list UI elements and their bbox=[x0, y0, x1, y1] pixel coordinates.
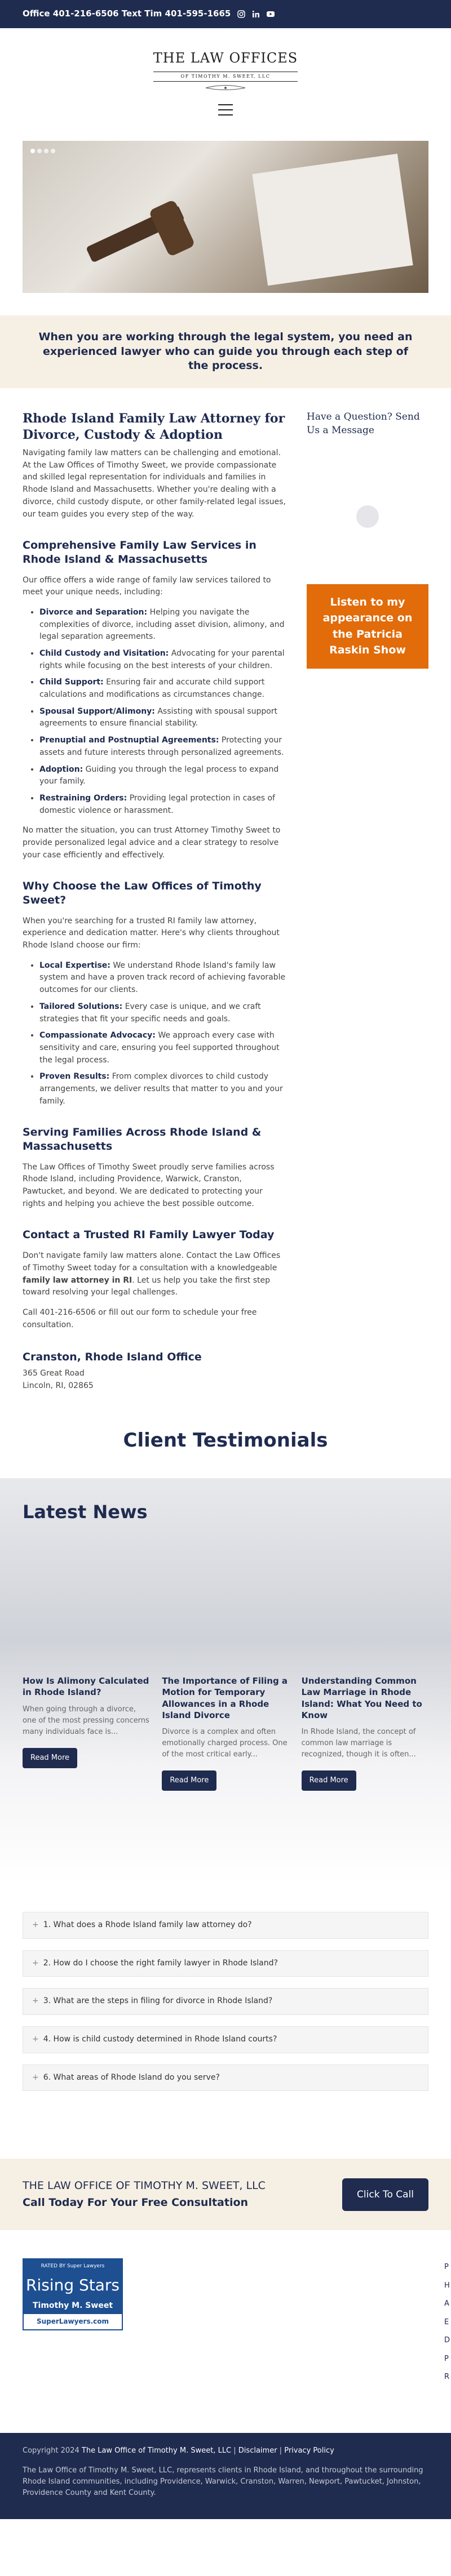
plus-icon: + bbox=[32, 2035, 39, 2044]
list-item: • Prenuptial and Postnuptial Agreements: Protecting your assets and future interests through personalized agreements. bbox=[39, 735, 286, 759]
why-heading: Why Choose the Law Offices of Timothy Sweet? bbox=[23, 880, 262, 907]
serving-text: The Law Offices of Timothy Sweet proudly serve families across Rhode Island, including Providence, Warwick, Cranston, Pawtucket, and beyond. We are dedicated to protecting your rights and helping you achieve the best possible outcome. bbox=[23, 1162, 275, 1208]
disclaimer-link[interactable]: Disclaimer bbox=[238, 2446, 277, 2455]
news-card bbox=[162, 1675, 289, 1791]
radio-show-button[interactable]: Listen to my appearance on the Patricia Raskin Show bbox=[307, 584, 428, 669]
news-card-excerpt: In Rhode Island, the concept of common law marriage is recognized, though it is often... bbox=[301, 1728, 416, 1759]
slider-dots[interactable] bbox=[30, 149, 55, 153]
faq-accordion bbox=[0, 1884, 451, 2125]
top-bar bbox=[0, 0, 451, 28]
news-card-title[interactable]: Understanding Common Law Marriage in Rhode Island: What You Need to Know bbox=[301, 1676, 422, 1720]
logo-title: THE LAW OFFICES bbox=[153, 50, 298, 66]
services-list bbox=[39, 607, 286, 817]
contact-form-title: Have a Question? Send Us a Message bbox=[307, 411, 420, 436]
faq-item[interactable]: + 4. How is child custody determined in Rhode Island courts? bbox=[23, 2026, 428, 2053]
logo-subtitle: OF TIMOTHY M. SWEET, LLC bbox=[153, 72, 298, 82]
footer bbox=[0, 2230, 451, 2433]
news-card-title[interactable]: How Is Alimony Calculated in Rhode Island? bbox=[23, 1676, 149, 1698]
page-title: Rhode Island Family Law Attorney for Divorce, Custody & Adoption bbox=[23, 411, 285, 442]
article-intro: Navigating family law matters can be challenging and emotional. At the Law Offices of Timothy Sweet, we provide compassionate and skilled legal representation for individuals and families in Rhode Island and Massachusetts. Whether you're dealing with a divorce, child custody dispute, or other family-related legal issues, our team guides you every step of the way. bbox=[23, 448, 286, 519]
faq-item[interactable]: + 3. What are the steps in filing for divorce in Rhode Island? bbox=[23, 1988, 428, 2015]
privacy-link[interactable]: Privacy Policy bbox=[284, 2446, 334, 2455]
plus-icon: + bbox=[32, 1958, 39, 1968]
firm-link[interactable]: The Law Office of Timothy M. Sweet, LLC bbox=[81, 2446, 232, 2455]
sidebar bbox=[307, 411, 428, 1392]
faq-item[interactable]: + 6. What areas of Rhode Island do you serve? bbox=[23, 2065, 428, 2092]
plus-icon: + bbox=[32, 1920, 39, 1930]
news-card-title[interactable]: The Importance of Filing a Motion for Temporary Allowances in a Rhode Island Divorce bbox=[162, 1676, 288, 1720]
copyright-line: Copyright 2024 The Law Office of Timothy M. Sweet, LLC | Disclaimer | Privacy Policy bbox=[23, 2446, 334, 2455]
slide-document-image bbox=[252, 154, 413, 286]
social-links bbox=[236, 9, 276, 19]
office-address: 365 Great Road Lincoln, RI, 02865 bbox=[23, 1368, 94, 1390]
cta-tagline: Call Today For Your Free Consultation bbox=[23, 2196, 249, 2209]
read-more-button[interactable]: Read More bbox=[23, 1748, 77, 1768]
firm-name: THE LAW OFFICE OF TIMOTHY M. SWEET, LLC bbox=[23, 2179, 266, 2192]
service-area-text: The Law Office of Timothy M. Sweet, LLC, represents clients in Rhode Island, and throughout the surrounding Rhode Island communities, including Providence, Warwick, Cranston, Warren, Newport, Pawtucket, Johnston, Providence County and Kent County. bbox=[23, 2466, 423, 2497]
faq-item[interactable]: + 1. What does a Rhode Island family law attorney do? bbox=[23, 1912, 428, 1939]
latest-news-section bbox=[0, 1478, 451, 1884]
site-logo[interactable] bbox=[153, 48, 298, 96]
news-card-excerpt: When going through a divorce, one of the most pressing concerns many individuals face is... bbox=[23, 1705, 149, 1736]
news-cards bbox=[23, 1675, 428, 1791]
family-law-link[interactable]: family law attorney in RI bbox=[23, 1275, 132, 1285]
article bbox=[23, 411, 286, 1392]
super-lawyers-badge[interactable]: RATED BY Super Lawyers Rising Stars Timothy M. Sweet SuperLawyers.com bbox=[23, 2258, 123, 2330]
faq-item[interactable]: + 2. How do I choose the right family lawyer in Rhode Island? bbox=[23, 1950, 428, 1977]
news-card bbox=[23, 1675, 149, 1791]
list-item: • Child Custody and Visitation: Advocating for your parental rights while focusing on the best interests of your children. bbox=[39, 648, 286, 672]
contact-phones[interactable]: Office 401-216-6506 Text Tim 401-595-1665 bbox=[23, 8, 231, 19]
services-outro: No matter the situation, you can trust Attorney Timothy Sweet to provide personalized legal advice and a clear strategy to resolve your case efficiently and effectively. bbox=[23, 826, 281, 860]
news-card-excerpt: Divorce is a complex and often emotionally charged process. One of the most critical early... bbox=[162, 1728, 288, 1759]
intro-banner: When you are working through the legal system, you need an experienced lawyer who can guide you through each step of the process. bbox=[0, 315, 451, 388]
list-item: • Tailored Solutions: Every case is unique, and we craft strategies that fit your specific needs and goals. bbox=[39, 1001, 286, 1025]
why-intro: When you're searching for a trusted RI family law attorney, experience and dedication matter. Here's why clients throughout Rhode Island choose our firm: bbox=[23, 916, 280, 950]
services-intro: Our office offers a wide range of family law services tailored to meet your unique needs, including: bbox=[23, 575, 271, 597]
read-more-button[interactable]: Read More bbox=[162, 1770, 216, 1791]
list-item: • Adoption: Guiding you through the legal process to expand your family. bbox=[39, 764, 286, 788]
header bbox=[0, 28, 451, 135]
list-item: • Local Expertise: We understand Rhode Island's family law system and have a proven track record of achieving favorable outcomes for our clients. bbox=[39, 960, 286, 996]
youtube-icon[interactable] bbox=[266, 9, 276, 19]
read-more-button[interactable]: Read More bbox=[302, 1770, 356, 1791]
loading-spinner-icon bbox=[356, 505, 379, 528]
laurel-icon bbox=[153, 84, 298, 96]
click-to-call-button[interactable]: Click To Call bbox=[342, 2178, 428, 2211]
call-line[interactable]: Call 401-216-6506 or fill out our form to schedule your free consultation. bbox=[23, 1307, 257, 1329]
serving-heading: Serving Families Across Rhode Island & Massachusetts bbox=[23, 1126, 262, 1153]
linkedin-icon[interactable] bbox=[251, 9, 261, 19]
testimonials-heading: Client Testimonials bbox=[123, 1429, 328, 1452]
services-heading: Comprehensive Family Law Services in Rhode Island & Massachusetts bbox=[23, 539, 257, 566]
contact-heading: Contact a Trusted RI Family Lawyer Today bbox=[23, 1229, 275, 1242]
why-list bbox=[39, 960, 286, 1108]
footer-links-clipped: P H A E D P R bbox=[444, 2263, 450, 2382]
office-heading: Cranston, Rhode Island Office bbox=[23, 1351, 202, 1364]
list-item: • Child Support: Ensuring fair and accurate child support calculations and modifications as circumstances change. bbox=[39, 677, 286, 701]
news-card bbox=[302, 1675, 428, 1791]
list-item: • Compassionate Advocacy: We approach every case with sensitivity and care, ensuring you feel supported throughout the legal process. bbox=[39, 1030, 286, 1066]
list-item: • Divorce and Separation: Helping you navigate the complexities of divorce, including asset division, alimony, and legal separation agreements. bbox=[39, 607, 286, 643]
list-item: • Spousal Support/Alimony: Assisting with spousal support agreements to ensure financial stability. bbox=[39, 706, 286, 730]
copyright-bar bbox=[0, 2433, 451, 2519]
list-item: • Proven Results: From complex divorces to child custody arrangements, we deliver results that matter to you and your family. bbox=[39, 1071, 286, 1107]
hero-slider[interactable] bbox=[23, 141, 428, 293]
main-content bbox=[0, 388, 451, 1392]
news-heading: Latest News bbox=[23, 1501, 148, 1523]
plus-icon: + bbox=[32, 2072, 39, 2082]
call-to-action-band bbox=[0, 2159, 451, 2230]
list-item: • Restraining Orders: Providing legal protection in cases of domestic violence or harassment. bbox=[39, 793, 286, 817]
contact-text: Don't navigate family law matters alone. Contact the Law Offices of Timothy Sweet today for a consultation with a knowledgeable family law attorney in RI. Let us help you take the first step toward resolving your legal challenges. bbox=[23, 1251, 281, 1297]
menu-toggle-icon[interactable] bbox=[218, 104, 233, 115]
plus-icon: + bbox=[32, 1996, 39, 2006]
instagram-icon[interactable] bbox=[236, 9, 246, 19]
